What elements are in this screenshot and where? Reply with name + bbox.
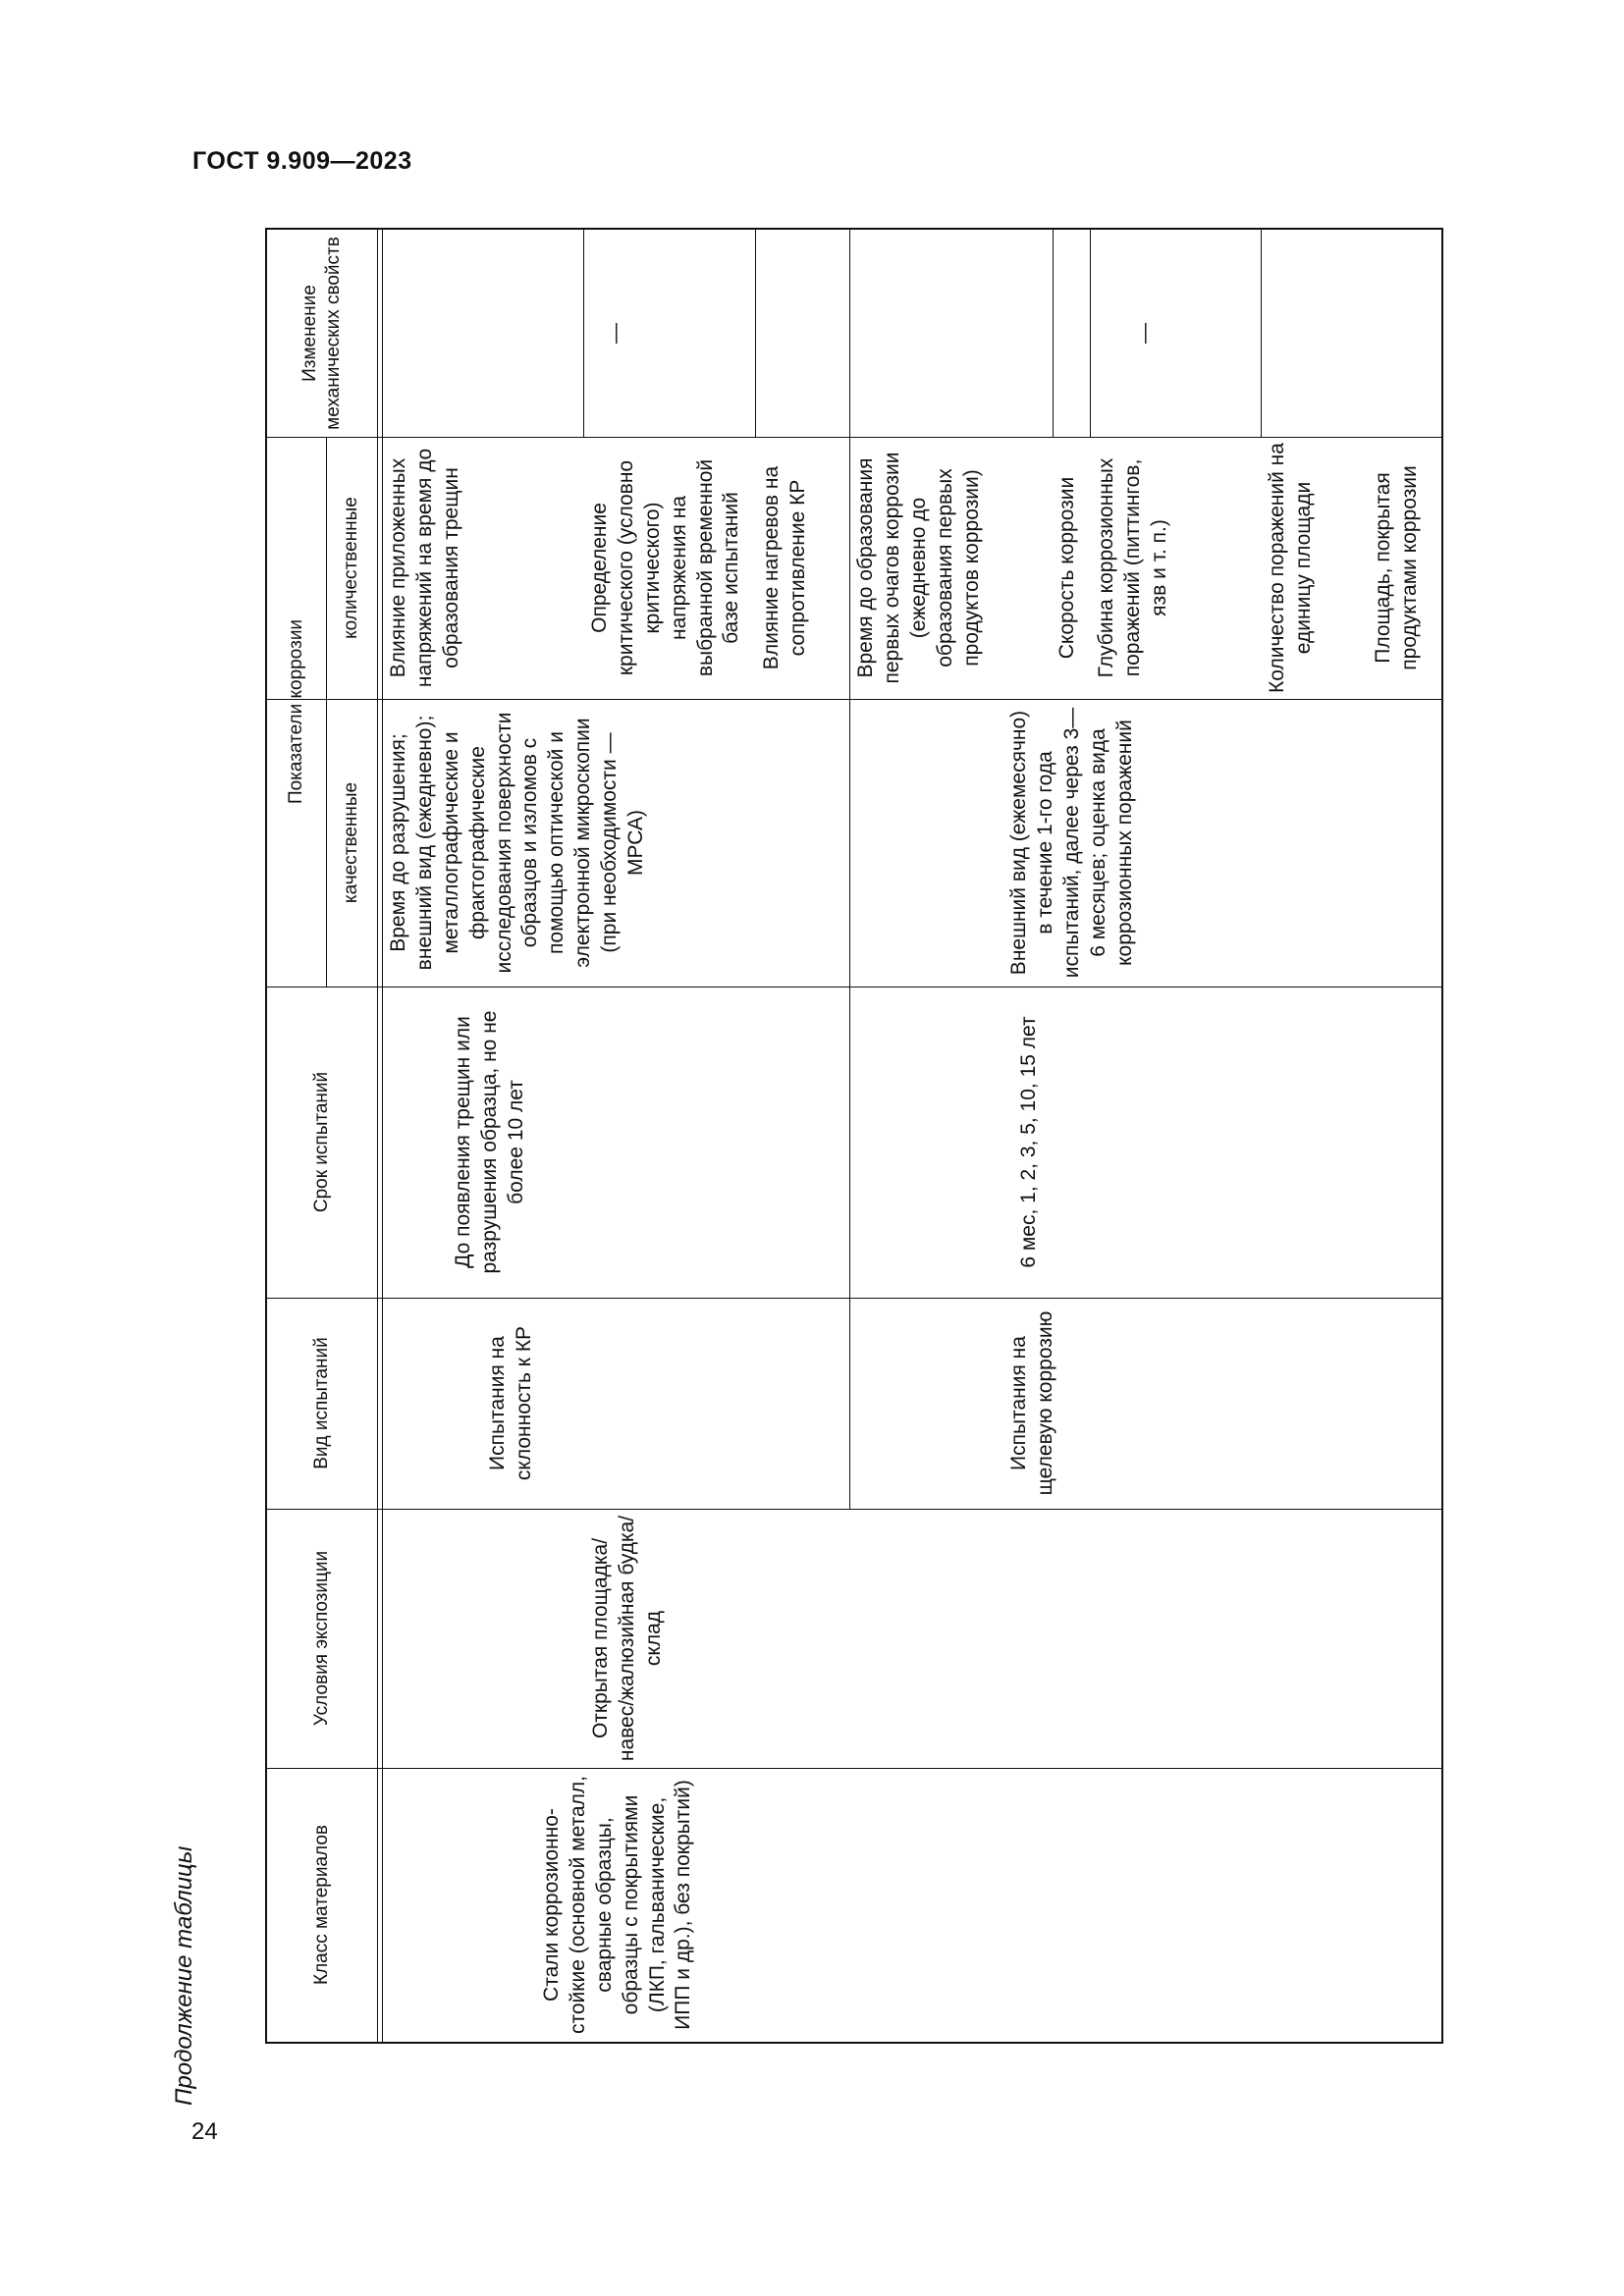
header-sep-1 — [377, 230, 378, 2042]
header-mechanical: Изменение механических свойств — [298, 237, 344, 430]
cell-row1-duration: До появления трещин или разрушения образца, но не более 10 лет — [452, 1010, 527, 1274]
cell-row2-quant-2: Скорость коррозии — [1056, 476, 1078, 660]
cell-row2-quant-3: Глубина коррозионных поражений (питтингов, язв и т. п.) — [1095, 457, 1170, 678]
continuation-label: Продолжение таблицы — [171, 1845, 197, 2106]
page-number: 24 — [191, 2118, 218, 2145]
cell-row2-duration: 6 мес, 1, 2, 3, 5, 10, 15 лет — [1017, 1016, 1040, 1268]
header-exposure: Условия экспозиции — [310, 1550, 332, 1727]
cell-row1-qualitative: Время до разрушения; внешний вид (ежедневно); металлографические и фрактографические исследования поверхности образцов и изломов с помощью оптической и электронной микроскопии (при необходимости — МРСА) — [387, 712, 647, 974]
header-quantitative: количественные — [340, 497, 361, 639]
cell-row1-mechanical: — — [603, 323, 626, 344]
cell-row2-quant-5: Площадь, покрытая продуктами коррозии — [1372, 465, 1421, 670]
cell-row1-quant-3: Влияние нагревов на сопротивление КР — [760, 465, 809, 670]
header-duration: Срок испытаний — [310, 1071, 332, 1213]
cell-row2-quant-4: Количество поражений на единицу площади — [1266, 443, 1315, 693]
header-test-type: Вид испытаний — [310, 1337, 332, 1469]
document-header: ГОСТ 9.909—2023 — [192, 147, 412, 175]
cell-row1-test-type: Испытания на склонность к КР — [486, 1325, 535, 1481]
cell-row2-qualitative: Внешний вид (ежемесячно) в течение 1-го года испытаний, далее через 3—6 месяцев; оценка вида коррозионных поражений — [1007, 707, 1136, 979]
header-qualitative: качественные — [340, 781, 361, 904]
cell-row1-quant-2: Определение критического (условно критического) напряжения на выбранной временной базе испытаний — [588, 458, 743, 677]
results-table — [265, 228, 1443, 2044]
cell-row2-mechanical: — — [1133, 323, 1157, 344]
cell-row2-quant-1: Время до образования первых очагов коррозии (ежедневно до образования первых продуктов коррозии) — [854, 452, 983, 684]
cell-material-class: Стали коррозионно-стойкие (основной металл, сварные образцы, образцы с покрытиями (ЛКП, гальванические, ИПП и др.), без покрытий) — [540, 1776, 695, 2034]
cell-row2-test-type: Испытания на щелевую коррозию — [1007, 1310, 1056, 1496]
header-corrosion-indicators: Показатели коррозии — [285, 618, 306, 805]
header-material-class: Класс материалов — [310, 1825, 332, 1985]
cell-row1-quant-1: Влияние приложенных напряжений на время до образования трещин — [387, 448, 462, 688]
cell-exposure: Открытая площадка/навес/жалюзийная будка/склад — [589, 1515, 665, 1762]
